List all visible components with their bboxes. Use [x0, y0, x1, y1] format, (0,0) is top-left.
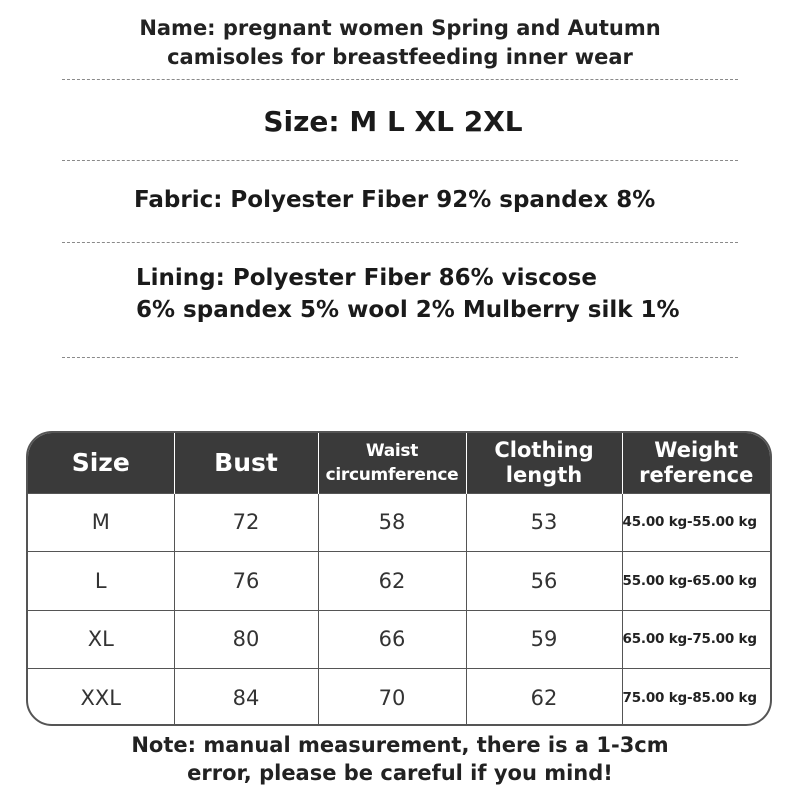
- lining-info: [136, 262, 680, 326]
- cell-length: 53: [466, 493, 622, 552]
- product-name-line-2: camisoles for breastfeeding inner wear: [167, 45, 633, 69]
- cell-size: M: [28, 493, 174, 552]
- product-name-line-1: Name: pregnant women Spring and Autumn: [139, 16, 661, 40]
- header-weight-reference: Weight reference: [622, 433, 770, 493]
- divider: [62, 160, 738, 161]
- table-row: [28, 552, 770, 611]
- cell-size: XL: [28, 610, 174, 669]
- size-info: Size: M L XL 2XL: [263, 105, 523, 138]
- cell-size: XXL: [28, 669, 174, 727]
- fabric-info: Fabric: Polyester Fiber 92% spandex 8%: [134, 187, 656, 213]
- cell-weight: 55.00 kg-65.00 kg: [622, 552, 770, 611]
- header-clothing-length: Clothing length: [466, 433, 622, 493]
- lining-line-2: 6% spandex 5% wool 2% Mulberry silk 1%: [136, 297, 680, 323]
- divider: [62, 357, 738, 358]
- cell-weight: 75.00 kg-85.00 kg: [622, 669, 770, 727]
- cell-waist: 58: [318, 493, 466, 552]
- cell-weight: 65.00 kg-75.00 kg: [622, 610, 770, 669]
- cell-length: 56: [466, 552, 622, 611]
- table-header-row: [28, 433, 770, 493]
- size-chart-table: [28, 433, 770, 726]
- cell-waist: 62: [318, 552, 466, 611]
- cell-size: L: [28, 552, 174, 611]
- header-waist: Waist circumference: [318, 433, 466, 493]
- cell-length: 59: [466, 610, 622, 669]
- cell-length: 62: [466, 669, 622, 727]
- product-name: [0, 14, 800, 72]
- note-line-2: error, please be careful if you mind!: [187, 761, 613, 785]
- size-chart: [26, 431, 772, 726]
- cell-waist: 66: [318, 610, 466, 669]
- cell-bust: 80: [174, 610, 318, 669]
- table-row: [28, 610, 770, 669]
- table-row: [28, 669, 770, 727]
- table-row: [28, 493, 770, 552]
- cell-weight: 45.00 kg-55.00 kg: [622, 493, 770, 552]
- header-bust: Bust: [174, 433, 318, 493]
- cell-bust: 72: [174, 493, 318, 552]
- lining-line-1: Lining: Polyester Fiber 86% viscose: [136, 265, 597, 291]
- measurement-note: [0, 731, 800, 787]
- header-size: Size: [28, 433, 174, 493]
- cell-bust: 76: [174, 552, 318, 611]
- divider: [62, 242, 738, 243]
- cell-waist: 70: [318, 669, 466, 727]
- note-line-1: Note: manual measurement, there is a 1-3cm: [131, 733, 669, 757]
- cell-bust: 84: [174, 669, 318, 727]
- divider: [62, 79, 738, 80]
